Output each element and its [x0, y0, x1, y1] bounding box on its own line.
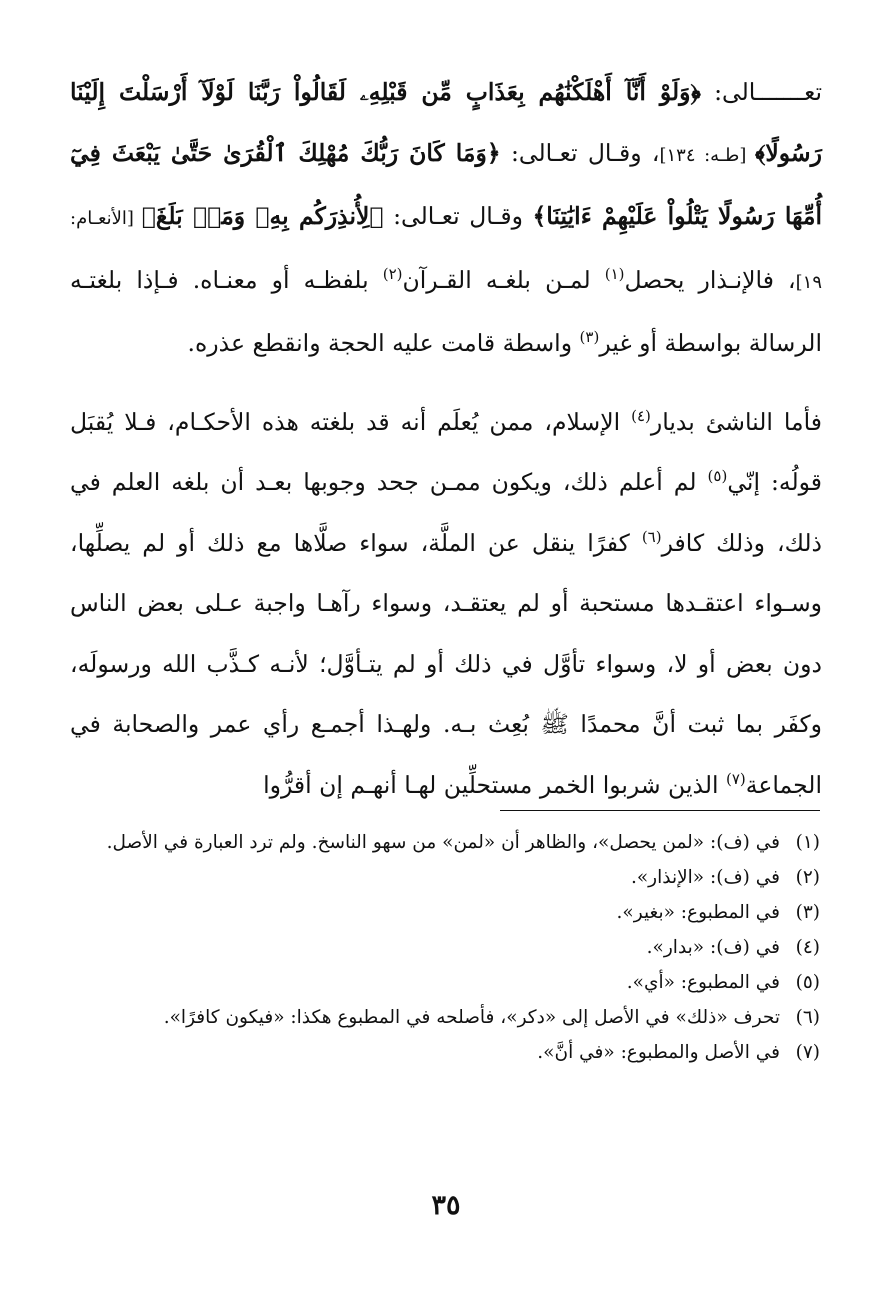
paragraph-2 [70, 392, 822, 816]
footnote-text: في الأصل والمطبوع: «في أنَّ». [537, 1042, 780, 1063]
footnote-text: في (ف): «الإنذار». [630, 867, 780, 888]
footnote-item [70, 1035, 820, 1070]
page-number: ٣٥ [431, 1190, 461, 1221]
main-text [70, 62, 822, 815]
quran-verse-3: ﴿لِأُنذِرَكُم بِهِۦ وَمَنۢ بَلَغَ﴾ [141, 202, 384, 230]
footnote-item [70, 965, 820, 1000]
paragraph-1 [70, 62, 822, 374]
text-segment: واسطة قامت عليه الحجة وانقطع عذره. [187, 329, 580, 357]
text-segment: الذين شربوا الخمر مستحلِّين لهـا أنهـم إن أقرُّوا [263, 770, 726, 799]
footnote-ref-5[interactable]: (٥) [707, 467, 728, 486]
footnote-ref-1[interactable]: (١) [604, 264, 625, 283]
footnote-item [70, 1000, 820, 1035]
footnote-ref-4[interactable]: (٤) [631, 406, 651, 425]
text-segment: فأما الناشئ بديار [650, 407, 822, 436]
footnote-text: في المطبوع: «بغير». [616, 902, 780, 923]
footnote-ref-2[interactable]: (٢) [382, 264, 403, 283]
footnote-item [70, 825, 820, 860]
footnote-text: في (ف): «بدار». [646, 937, 780, 958]
text-segment: ، فالإنـذار يحصل [624, 265, 796, 294]
footnote-number: (٣) [795, 902, 820, 923]
footnote-ref-3[interactable]: (٣) [579, 328, 600, 347]
quran-verse-2: ﴿وَمَا كَانَ رَبُّكَ مُهْلِكَ ٱلْقُرَىٰ حَتَّىٰ يَبْعَثَ فِيٓ أُمِّهَا رَسُولًا يَتْلُواْ عَلَيْهِمْ ءَايَٰتِنَا﴾ [70, 138, 823, 230]
text-segment: كفرًا ينقل عن الملَّة، سواء صلَّاها مع ذلك أو لم يصلِّها، وسـواء اعتقـدها مستحبة أو لم يعتقـد، وسواء رآهـا واجبة عـلى بعض الناس دون بعض أو لا، وسواء تأوَّل في ذلك أو لم يتـأوَّل؛ لأنـه كـذَّب الله ورسولَه، وكفَر بما ثبت أنَّ محمدًا ﷺ بُعِث بـه. ولهـذا أجمـع رأي عمر والصحابة في الجماعة [70, 528, 822, 799]
footnote-item [70, 860, 820, 895]
text-segment: بلفظـه أو معنـاه. فـإذا بلغتـه الرسالة بواسطة أو غير [70, 265, 822, 357]
verse-reference-1: [طـه: ١٣٤] [659, 144, 755, 166]
verse-reference-2: [الأنعـام: ١٩] [70, 208, 822, 293]
footnotes-list [70, 825, 820, 1070]
footnote-item [70, 895, 820, 930]
footnote-text: تحرف «ذلك» في الأصل إلى «دكر»، فأصلحه في المطبوع هكذا: «فيكون كافرًا». [163, 1007, 780, 1028]
connector-text-1: ، وقـال تعـالى: [500, 138, 660, 167]
footnote-ref-6[interactable]: (٦) [641, 527, 662, 546]
footnote-number: (٢) [795, 867, 820, 888]
footnote-text: في (ف): «لمن يحصل»، والظاهر أن «لمن» من سهو الناسخ. ولم ترد العبارة في الأصل. [106, 832, 780, 853]
quran-verse-1: ﴿وَلَوْ أَنَّآ أَهْلَكْنَٰهُم بِعَذَابٍ مِّن قَبْلِهِۦ لَقَالُواْ رَبَّنَا لَوْلَآ أَرْسَلْتَ إِلَيْنَا رَسُولًا﴾ [70, 78, 822, 167]
footnote-number: (٥) [795, 972, 820, 993]
footnote-number: (٧) [795, 1042, 820, 1063]
text-segment: لم أعلم ذلك، ويكون ممـن جحد وجوبها بعـد أن بلغه العلم في ذلك، وذلك كافر [70, 468, 822, 557]
text-segment: الإسلام، ممن يُعلَم أنه قد بلغته هذه الأحكـام، فـلا يُقبَل قولُه: إنّي [70, 407, 822, 496]
footnote-number: (٤) [795, 937, 820, 958]
footnote-item [70, 930, 820, 965]
footnote-ref-7[interactable]: (٧) [725, 769, 746, 788]
connector-text-2: وقـال تعـالى: [383, 202, 533, 230]
footnote-text: في المطبوع: «أي». [626, 972, 780, 993]
intro-text: تعـــــــالى: [700, 78, 822, 106]
footnote-divider [500, 810, 820, 811]
footnote-number: (٦) [795, 1007, 820, 1028]
text-segment: لمـن بلغـه القـرآن [402, 265, 605, 294]
footnote-number: (١) [795, 832, 820, 853]
